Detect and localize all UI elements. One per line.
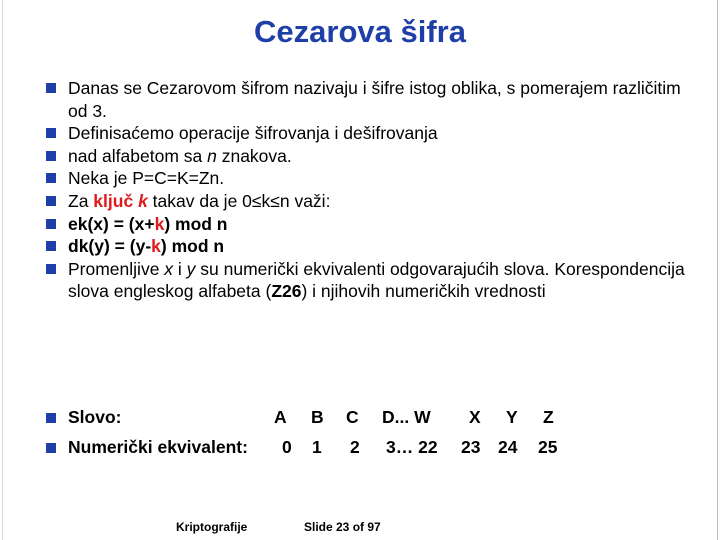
letter-a: A	[274, 407, 287, 427]
letter-b: B	[311, 407, 324, 427]
letter-z: Z	[543, 407, 554, 427]
bullet-8	[46, 258, 686, 303]
bullet-3-text-a: nad alfabetom sa	[68, 145, 208, 166]
bullet-6	[46, 213, 686, 236]
bullet-8-text-d: ) i njihovih numeričkih vrednosti	[301, 281, 546, 302]
footer-label: Kriptografije	[176, 520, 248, 534]
bullet-7-k: k	[151, 236, 161, 257]
bullet-2-text: Definisaćemo operacije šifrovanja i dešifrovanja	[68, 123, 438, 144]
value-0: 0	[282, 437, 292, 457]
value-25: 25	[538, 437, 558, 457]
value-23: 23	[461, 437, 481, 457]
bullet-7-text-b: ) mod n	[160, 236, 225, 257]
bullet-5-text-b: takav da je 0≤k≤n važi:	[147, 190, 331, 211]
bullet-4-text: Neka je P=C=K=Zn.	[68, 168, 225, 189]
bullet-3-var-n: n	[207, 145, 217, 166]
bullet-5-kljuc: ključ	[93, 190, 134, 211]
bullet-8-z26: Z26	[271, 281, 302, 302]
table-row-1-bullet	[46, 407, 121, 428]
bullet-5-text-a: Za	[68, 190, 94, 211]
table-row-2-bullet	[46, 437, 248, 458]
bullet-5-k: k	[138, 190, 148, 211]
bullet-list	[46, 77, 686, 303]
bullet-7	[46, 235, 686, 258]
bullet-7-text-a: dk(y) = (y-	[68, 236, 152, 257]
bullet-6-text-b: ) mod n	[164, 213, 228, 234]
bullet-8-text-b: i	[173, 258, 187, 279]
value-24: 24	[498, 437, 518, 457]
bullet-5	[46, 190, 686, 213]
bullet-4	[46, 167, 686, 190]
bullet-8-var-x: x	[164, 258, 174, 279]
value-3-22: 3… 22	[386, 437, 438, 457]
bullet-8-text-c: su numerički ekvivalenti odgovarajućih slova. Korespondencija slova engleskog alfabeta (	[68, 258, 685, 302]
bullet-6-text-a: ek(x) = (x+	[68, 213, 155, 234]
letter-c: C	[346, 407, 359, 427]
slide-number: Slide 23 of 97	[304, 520, 381, 534]
bullet-1	[46, 77, 686, 122]
bullet-3-text-b: znakova.	[216, 145, 292, 166]
bullet-2	[46, 122, 686, 145]
value-1: 1	[312, 437, 322, 457]
table-row-values	[46, 437, 606, 461]
bullet-3	[46, 145, 686, 168]
value-2: 2	[350, 437, 360, 457]
bullet-8-text-a: Promenljive	[68, 258, 165, 279]
table-row-letters	[46, 407, 606, 431]
table-row-2-label: Numerički ekvivalent:	[68, 437, 248, 457]
right-border	[717, 0, 718, 540]
letter-x: X	[469, 407, 481, 427]
table-row-1-label: Slovo:	[68, 407, 122, 427]
slide-title: Cezarova šifra	[254, 14, 466, 49]
bullet-8-var-y: y	[186, 258, 196, 279]
left-border	[2, 0, 3, 540]
letter-d-w: D... W	[382, 407, 431, 427]
letter-y: Y	[506, 407, 518, 427]
bullet-1-text: Danas se Cezarovom šifrom nazivaju i šifre istog oblika, s pomerajem različitim od 3.	[68, 78, 681, 121]
bullet-6-k: k	[154, 213, 165, 234]
